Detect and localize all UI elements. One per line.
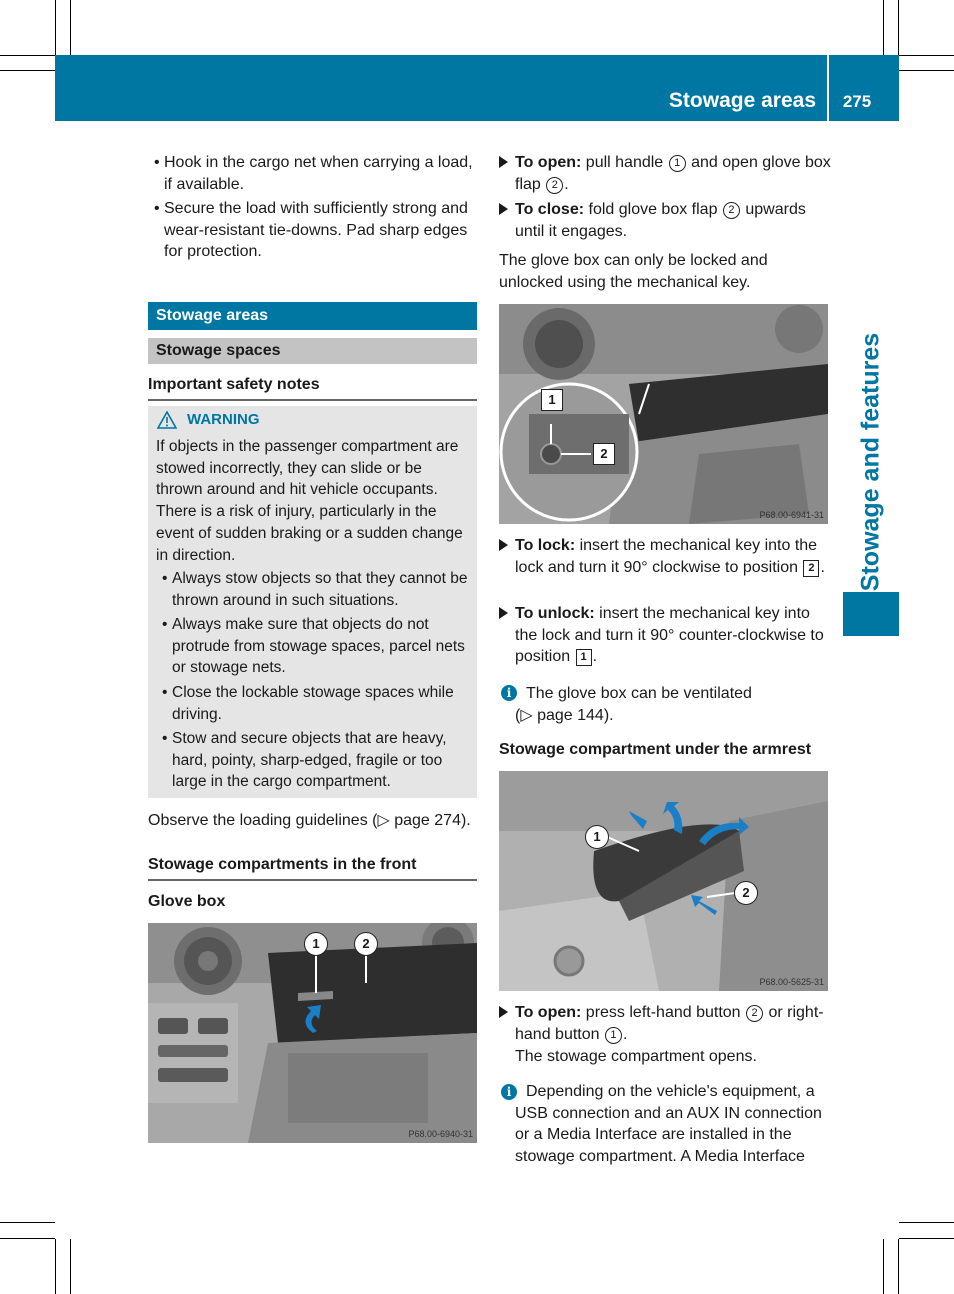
chapter-thumb-tab <box>843 592 899 636</box>
callout-2: 2 <box>734 881 758 905</box>
section-title: Stowage areas <box>148 302 477 330</box>
image-code: P68.00-6941-31 <box>759 510 824 520</box>
crop-mark <box>883 0 884 55</box>
crop-mark <box>899 70 954 71</box>
subsection-title: Stowage spaces <box>148 338 477 364</box>
crop-mark <box>898 0 899 55</box>
header-divider <box>827 55 829 121</box>
list-item: • Secure the load with sufficiently strong and wear-resistant tie-downs. Pad sharp edges for protection. <box>154 200 468 261</box>
callout-2: 2 <box>354 932 378 956</box>
heading-rule <box>148 879 477 881</box>
crop-mark <box>70 1239 71 1294</box>
list-item: • Hook in the cargo net when carrying a load, if available. <box>154 154 473 193</box>
armrest-compartment-illustration <box>499 771 828 991</box>
callout-1: 1 <box>304 932 328 956</box>
step-close: To close: fold glove box flap 2 upwards until it engages. <box>515 199 833 242</box>
image-code: P68.00-6940-31 <box>408 1129 473 1139</box>
callout-2: 2 <box>593 443 615 465</box>
warning-body: If objects in the passenger compartment are stowed incorrectly, they can slide or be thrown around and hit vehicle occupants. There is a risk of injury, particularly in the event of sudden braking or a sudden change in direction. <box>156 438 463 564</box>
header-title: Stowage areas <box>668 89 816 112</box>
callout-1: 1 <box>585 825 609 849</box>
crop-mark <box>899 1238 954 1239</box>
crop-mark <box>899 1222 954 1223</box>
chapter-side-label: Stowage and features <box>856 332 885 592</box>
warning-bullet: • Stow and secure objects that are heavy, hard, pointy, sharp-edged, fragile or too large in the cargo compartment. <box>162 730 447 791</box>
page-reference-link[interactable]: ▷ page 274). <box>377 812 471 829</box>
warning-triangle-icon <box>157 411 177 434</box>
info-icon: i <box>501 685 517 701</box>
ventilation-note: The glove box can be ventilated <box>526 685 752 702</box>
warning-bullet: • Always stow objects so that they cannot be thrown around in such situations. <box>162 570 468 609</box>
step-armrest-open: To open: press left-hand button 2 or right-hand button 1 . <box>515 1002 833 1045</box>
crop-mark <box>0 1238 55 1239</box>
key-note: The glove box can only be locked and unlocked using the mechanical key. <box>499 252 768 291</box>
crop-mark <box>55 1239 56 1294</box>
crop-mark <box>883 1239 884 1294</box>
heading-rule <box>148 399 477 401</box>
glove-box-illustration <box>148 923 477 1143</box>
crop-mark <box>0 70 55 71</box>
armrest-result: The stowage compartment opens. <box>515 1048 757 1065</box>
glove-box-heading: Glove box <box>148 893 226 910</box>
crop-mark <box>0 1222 55 1223</box>
safety-heading: Important safety notes <box>148 376 320 393</box>
warning-bullet: • Always make sure that objects do not protrude from stowage spaces, parcel nets or stowage nets. <box>162 616 465 677</box>
image-code: P68.00-5625-31 <box>759 977 824 987</box>
crop-mark <box>55 0 56 55</box>
loading-note: Observe the loading guidelines (▷ page 274). <box>148 812 471 829</box>
crop-mark <box>899 55 954 56</box>
warning-label: WARNING <box>187 411 260 428</box>
armrest-heading: Stowage compartment under the armrest <box>499 741 812 758</box>
glove-box-lock-illustration <box>499 304 828 524</box>
callout-1: 1 <box>541 389 563 411</box>
usb-note: Depending on the vehicle's equipment, a USB connection and an AUX IN connection or a Media Interface are installed in the stowage compartment. A Media Interface <box>515 1083 822 1166</box>
warning-bullet: • Close the lockable stowage spaces while driving. <box>162 684 454 723</box>
ventilation-page-ref[interactable]: (▷ page 144). <box>515 707 614 724</box>
crop-mark <box>0 55 55 56</box>
info-icon: i <box>501 1084 517 1100</box>
step-lock: To lock: insert the mechanical key into the lock and turn it 90° clockwise to position 2 . <box>515 535 833 578</box>
page-number: 275 <box>842 92 872 111</box>
step-unlock: To unlock: insert the mechanical key into the lock and turn it 90° counter-clockwise to position 1 . <box>515 603 833 668</box>
step-open: To open: pull handle 1 and open glove box flap 2 . <box>515 152 833 195</box>
crop-mark <box>898 1239 899 1294</box>
front-compartments-heading: Stowage compartments in the front <box>148 856 417 873</box>
crop-mark <box>70 0 71 55</box>
